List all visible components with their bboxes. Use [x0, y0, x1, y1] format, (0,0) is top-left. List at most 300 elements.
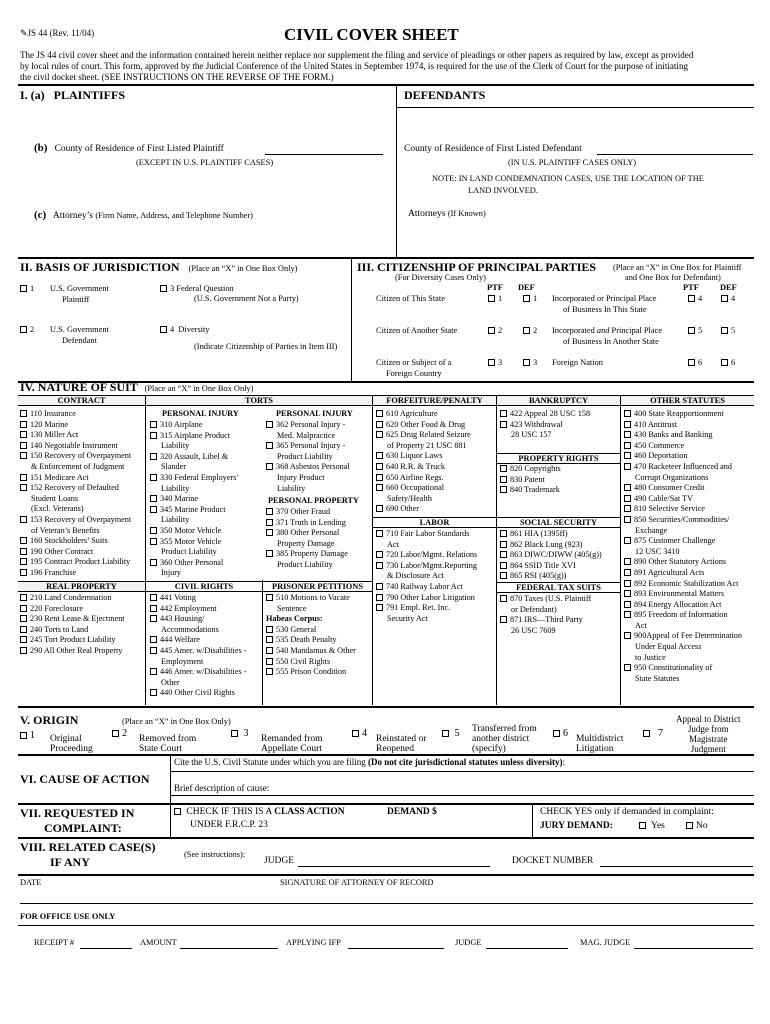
checkbox[interactable]	[266, 647, 273, 654]
checkbox[interactable]	[20, 615, 27, 622]
docket-number-field[interactable]	[600, 866, 753, 867]
checkbox[interactable]	[624, 431, 631, 438]
checkbox[interactable]	[150, 432, 157, 439]
suit-item[interactable]: 445 Amer. w/Disabilities -	[150, 646, 246, 657]
suit-item[interactable]: 870 Taxes (U.S. Plaintiff	[500, 594, 591, 605]
suit-item[interactable]: 368 Asbestos Personal	[266, 462, 350, 473]
checkbox[interactable]	[376, 431, 383, 438]
checkbox[interactable]	[624, 569, 631, 576]
checkbox[interactable]	[20, 410, 27, 417]
suit-item[interactable]: 640 R.R. & Truck	[376, 462, 471, 473]
suit-item[interactable]: 400 State Reapportionment	[624, 409, 742, 420]
suit-item: Employment	[161, 656, 204, 666]
suit-item[interactable]: 660 Occupational	[376, 483, 471, 494]
checkbox[interactable]	[624, 516, 631, 523]
checkbox[interactable]	[376, 484, 383, 491]
checkbox[interactable]	[500, 421, 507, 428]
checkbox[interactable]	[20, 452, 27, 459]
suit-item[interactable]: 140 Negotiable Instrument	[20, 441, 131, 452]
checkbox[interactable]	[376, 463, 383, 470]
labor-list	[376, 529, 477, 624]
def-2[interactable]: 2	[523, 326, 537, 336]
suit-item[interactable]: 245 Tort Product Liability	[20, 635, 125, 646]
checkbox[interactable]	[20, 636, 27, 643]
suit-item: Liability	[161, 483, 190, 493]
suit-item: Product Liability	[277, 559, 333, 569]
plaintiff-county-label: (b) County of Residence of First Listed Plaintiff	[34, 142, 224, 154]
checkbox[interactable]	[624, 611, 631, 618]
ptf-6[interactable]: 6	[688, 358, 702, 368]
signature-field[interactable]	[20, 903, 753, 904]
header-other: OTHER STATUTES	[621, 395, 754, 406]
checkbox[interactable]	[266, 668, 273, 675]
citizenship-hint-2: (For Diversity Cases Only)	[395, 273, 486, 282]
checkbox[interactable]	[376, 421, 383, 428]
checkbox[interactable]	[150, 495, 157, 502]
defendant-county-label: County of Residence of First Listed Defendant	[404, 144, 582, 154]
suit-item[interactable]: 480 Consumer Credit	[624, 483, 742, 494]
suit-item[interactable]: 790 Other Labor Litigation	[376, 593, 477, 604]
suit-item[interactable]: 865 RSI (405(g))	[500, 571, 602, 582]
checkbox[interactable]	[150, 474, 157, 481]
jury-demand-label: JURY DEMAND:	[540, 821, 613, 831]
amount-field[interactable]	[180, 948, 278, 949]
suit-item: to Justice	[635, 652, 666, 662]
suit-item[interactable]: 290 All Other Real Property	[20, 646, 125, 657]
origin-option-5[interactable]: 5	[442, 728, 460, 740]
origin-1-label: Original	[50, 734, 82, 744]
suit-item[interactable]: 690 Other	[376, 504, 471, 515]
defendant-county-note: (IN U.S. PLAINTIFF CASES ONLY)	[508, 158, 637, 167]
checkbox[interactable]	[20, 484, 27, 491]
suit-item[interactable]: 820 Copyrights	[500, 464, 561, 475]
suit-item[interactable]: 950 Constitutionality of	[624, 663, 742, 674]
related-heading-1: VIII. RELATED CASE(S)	[20, 840, 156, 854]
suit-item[interactable]: 340 Marine	[150, 494, 239, 505]
jurisdiction-3-sub: (U.S. Government Not a Party)	[194, 294, 299, 303]
suit-item: State Statutes	[635, 673, 680, 683]
checkbox[interactable]	[266, 529, 273, 536]
suit-item[interactable]: 895 Freedom of Information	[624, 610, 742, 621]
checkbox[interactable]	[376, 410, 383, 417]
checkbox[interactable]	[500, 465, 507, 472]
suit-item[interactable]: 240 Torts to Land	[20, 625, 125, 636]
origin-option-4[interactable]: 4	[352, 728, 367, 740]
suit-item[interactable]: 810 Selective Service	[624, 504, 742, 515]
suit-item[interactable]: 861 HIA (1395ff)	[500, 529, 602, 540]
ptf-5[interactable]: 5	[688, 326, 702, 336]
jurisdiction-option-2[interactable]: 2	[20, 325, 34, 335]
suit-item[interactable]: 345 Marine Product	[150, 505, 239, 516]
defendants-heading: DEFENDANTS	[404, 88, 486, 102]
jury-no-checkbox[interactable]: No	[686, 821, 708, 832]
date-label: DATE	[20, 878, 42, 887]
checkbox[interactable]	[150, 453, 157, 460]
suit-item[interactable]: 443 Housing/	[150, 614, 246, 625]
pi-list	[150, 420, 239, 579]
suit-item[interactable]: 355 Motor Vehicle	[150, 537, 239, 548]
suit-item[interactable]: 555 Prison Condition	[266, 667, 356, 678]
origin-5-specify: (specify)	[472, 744, 506, 754]
ptf-4[interactable]: 4	[688, 294, 702, 304]
suit-item[interactable]: 875 Customer Challenge	[624, 536, 742, 547]
suit-item[interactable]: 610 Agriculture	[376, 409, 471, 420]
checkbox[interactable]	[20, 442, 27, 449]
suit-item[interactable]: 830 Patent	[500, 475, 561, 486]
plaintiff-county-field[interactable]	[265, 154, 383, 155]
checkbox[interactable]	[150, 527, 157, 534]
suit-item: Slander	[161, 462, 187, 472]
suit-item[interactable]: 863 DIWC/DIWW (405(g))	[500, 550, 602, 561]
suit-item[interactable]: 230 Rent Lease & Ejectment	[20, 614, 125, 625]
suit-item[interactable]: 470 Racketeer Influenced and	[624, 462, 742, 473]
suit-item[interactable]: 720 Labor/Mgmt. Relations	[376, 550, 477, 561]
bankruptcy-list	[500, 409, 590, 441]
checkbox[interactable]	[624, 505, 631, 512]
suit-item[interactable]: 370 Other Fraud	[266, 507, 348, 518]
origin-option-7[interactable]: 7	[643, 728, 663, 740]
suit-item[interactable]: 871 IRS—Third Party	[500, 615, 591, 626]
suit-item[interactable]: 130 Miller Act	[20, 430, 131, 441]
brief-description-field[interactable]	[170, 795, 754, 796]
checkbox[interactable]	[500, 486, 507, 493]
header-federal-tax: FEDERAL TAX SUITS	[497, 582, 620, 593]
checkbox[interactable]	[150, 506, 157, 513]
suit-item[interactable]: 891 Agricultural Acts	[624, 568, 742, 579]
checkbox[interactable]	[376, 474, 383, 481]
checkbox[interactable]	[624, 421, 631, 428]
instructions-label: (See instructions):	[184, 850, 246, 859]
checkbox[interactable]	[624, 632, 631, 639]
jurisdiction-1-sub: Plaintiff	[62, 294, 90, 304]
ptf-3[interactable]: 3	[488, 358, 502, 368]
suit-item[interactable]: 730 Labor/Mgmt.Reporting	[376, 561, 477, 572]
checkbox[interactable]	[20, 537, 27, 544]
checkbox[interactable]	[624, 442, 631, 449]
checkbox[interactable]	[500, 572, 507, 579]
checkbox[interactable]	[624, 664, 631, 671]
checkbox[interactable]	[150, 559, 157, 566]
suit-item[interactable]: 894 Energy Allocation Act	[624, 600, 742, 611]
checkbox[interactable]	[20, 421, 27, 428]
suit-item[interactable]: 423 Withdrawal	[500, 420, 590, 431]
suit-item[interactable]: 862 Black Lung (923)	[500, 540, 602, 551]
statute-label: Cite the U.S. Civil Statute under which you are filing (Do not cite jurisdictional statutes unless diversity):	[174, 757, 565, 767]
checkbox[interactable]	[376, 594, 383, 601]
suit-item: Product Liability	[277, 451, 333, 461]
checkbox[interactable]	[150, 615, 157, 622]
related-judge-field[interactable]	[298, 866, 490, 867]
suit-item: 26 USC 7609	[511, 625, 556, 635]
checkbox[interactable]	[500, 595, 507, 602]
checkbox[interactable]	[624, 590, 631, 597]
header-personal-injury-2: PERSONAL INJURY	[276, 409, 353, 418]
origin-2-label: Removed from	[139, 734, 197, 744]
suit-item[interactable]: 864 SSID Title XVI	[500, 561, 602, 572]
appeal-label-4: Judgment	[690, 744, 726, 754]
origin-5-label: Transferred from	[472, 724, 537, 734]
checkbox[interactable]	[150, 594, 157, 601]
suit-item[interactable]: 510 Motions to Vacate	[266, 593, 356, 604]
suit-item[interactable]: 430 Banks and Banking	[624, 430, 742, 441]
suit-item[interactable]: 371 Truth in Lending	[266, 518, 348, 529]
suit-item[interactable]: 620 Other Food & Drug	[376, 420, 471, 431]
checkbox[interactable]	[266, 508, 273, 515]
receipt-field[interactable]	[80, 948, 132, 949]
checkbox[interactable]	[624, 495, 631, 502]
checkbox[interactable]	[150, 605, 157, 612]
defendant-county-field[interactable]	[597, 154, 753, 155]
checkbox[interactable]	[20, 548, 27, 555]
suit-item[interactable]: 153 Recovery of Overpayment	[20, 515, 131, 526]
checkbox[interactable]	[500, 551, 507, 558]
social-security-list	[500, 529, 602, 582]
suit-item: Injury Product	[277, 472, 325, 482]
suit-item[interactable]: 444 Welfare	[150, 635, 246, 646]
office-judge-field[interactable]	[486, 948, 568, 949]
suit-item[interactable]: 791 Empl. Ret. Inc.	[376, 603, 477, 614]
origin-3-label: Remanded from	[261, 734, 323, 744]
suit-item[interactable]: 892 Economic Stabilization Act	[624, 579, 742, 590]
suit-item: of Property 21 USC 881	[387, 440, 467, 450]
suit-item[interactable]: 380 Other Personal	[266, 528, 348, 539]
checkbox[interactable]	[20, 431, 27, 438]
suit-item[interactable]: 446 Amer. w/Disabilities -	[150, 667, 246, 678]
origin-4-label: Reinstated or	[376, 734, 427, 744]
checkbox[interactable]	[376, 583, 383, 590]
checkbox[interactable]	[624, 537, 631, 544]
checkbox[interactable]	[376, 551, 383, 558]
suit-item[interactable]: 710 Fair Labor Standards	[376, 529, 477, 540]
suit-item[interactable]: 195 Contract Product Liability	[20, 557, 131, 568]
jurisdiction-option-3[interactable]: 3 Federal Question	[160, 284, 234, 294]
checkbox[interactable]	[20, 605, 27, 612]
land-note-1: NOTE: IN LAND CONDEMNATION CASES, USE THE LOCATION OF THE	[432, 174, 704, 183]
checkbox[interactable]	[624, 463, 631, 470]
suit-item[interactable]: 360 Other Personal	[150, 558, 239, 569]
suit-item[interactable]: 840 Trademark	[500, 485, 561, 496]
form-id: ✎JS 44 (Rev. 11/04)	[20, 28, 95, 38]
suit-item: Property Damage	[277, 538, 335, 548]
checkbox[interactable]	[266, 626, 273, 633]
office-judge-label: JUDGE	[455, 938, 482, 947]
suit-item[interactable]: 893 Environmental Matters	[624, 589, 742, 600]
suit-item[interactable]: 410 Antitrust	[624, 420, 742, 431]
suit-item[interactable]: 490 Cable/Sat TV	[624, 494, 742, 505]
suit-item[interactable]: 330 Federal Employers’	[150, 473, 239, 484]
def-label: DEF	[518, 283, 535, 292]
suit-item[interactable]: 740 Railway Labor Act	[376, 582, 477, 593]
checkbox[interactable]	[624, 580, 631, 587]
suit-item[interactable]: 385 Property Damage	[266, 549, 348, 560]
def-1[interactable]: 1	[523, 294, 537, 304]
suit-item[interactable]: 196 Franchise	[20, 568, 131, 579]
header-property-rights: PROPERTY RIGHTS	[497, 453, 620, 464]
appeal-label-1: Appeal to District	[676, 714, 741, 724]
header-forfeiture: FORFEITURE/PENALTY	[373, 395, 496, 406]
def-3[interactable]: 3	[523, 358, 537, 368]
checkbox[interactable]	[500, 476, 507, 483]
suit-item[interactable]: 900Appeal of Fee Determination	[624, 631, 742, 642]
checkbox[interactable]	[376, 562, 383, 569]
suit-item: Liability	[161, 441, 190, 451]
checkbox[interactable]	[500, 410, 507, 417]
suit-item: Product Liability	[161, 547, 217, 557]
checkbox[interactable]	[150, 647, 157, 654]
incorporated-2: Incorporated and Principal Place	[552, 326, 663, 335]
signature-label: SIGNATURE OF ATTORNEY OF RECORD	[280, 878, 434, 887]
docket-number-label: DOCKET NUMBER	[512, 856, 594, 866]
checkbox[interactable]	[624, 410, 631, 417]
origin-option-3[interactable]: 3	[231, 728, 249, 740]
checkbox[interactable]	[20, 558, 27, 565]
plaintiff-county-note: (EXCEPT IN U.S. PLAINTIFF CASES)	[136, 158, 274, 167]
checkbox[interactable]	[624, 484, 631, 491]
suit-item: (Excl. Veterans)	[31, 504, 84, 514]
checkbox[interactable]	[624, 452, 631, 459]
suit-item: Corrupt Organizations	[635, 472, 709, 482]
check-yes-label: CHECK YES only if demanded in complaint:	[540, 807, 714, 817]
suit-item[interactable]: 150 Recovery of Overpayment	[20, 451, 131, 462]
checkbox[interactable]	[20, 474, 27, 481]
checkbox[interactable]	[266, 550, 273, 557]
checkbox[interactable]	[266, 442, 273, 449]
suit-item[interactable]: 442 Employment	[150, 604, 246, 615]
jury-yes-checkbox[interactable]: Yes	[639, 821, 665, 832]
checkbox[interactable]	[624, 601, 631, 608]
demand-label: DEMAND $	[387, 807, 437, 817]
suit-item[interactable]: 630 Liquor Laws	[376, 451, 471, 462]
suit-item[interactable]: 460 Deportation	[624, 451, 742, 462]
suit-item[interactable]: 530 General	[266, 625, 356, 636]
suit-item[interactable]: 350 Motor Vehicle	[150, 526, 239, 537]
jurisdiction-option-1[interactable]: 1	[20, 284, 34, 294]
suit-item[interactable]: 625 Drug Related Seizure	[376, 430, 471, 441]
suit-item[interactable]: 315 Airplane Product	[150, 431, 239, 442]
origin-hint: (Place an “X” in One Box Only)	[122, 717, 231, 726]
suit-item: & Enforcement of Judgment	[31, 461, 125, 471]
suit-item: 12 USC 3410	[635, 546, 680, 556]
def-6[interactable]: 6	[721, 358, 735, 368]
suit-item[interactable]: 650 Airline Regs.	[376, 473, 471, 484]
brief-description-label: Brief description of cause:	[174, 783, 270, 793]
suit-item[interactable]: 220 Foreclosure	[20, 604, 125, 615]
citizenship-heading: III. CITIZENSHIP OF PRINCIPAL PARTIES	[357, 260, 597, 274]
checkbox[interactable]	[266, 658, 273, 665]
class-action-checkbox[interactable]: CHECK IF THIS IS A CLASS ACTION	[174, 807, 345, 818]
suit-item[interactable]: 110 Insurance	[20, 409, 131, 420]
suit-item: Accommodations	[161, 624, 219, 634]
checkbox[interactable]	[150, 538, 157, 545]
origin-2-sub: State Court	[139, 744, 183, 754]
checkbox[interactable]	[266, 636, 273, 643]
suit-item[interactable]: 365 Personal Injury -	[266, 441, 350, 452]
checkbox[interactable]	[266, 463, 273, 470]
checkbox[interactable]	[624, 558, 631, 565]
suit-item[interactable]: 152 Recovery of Defaulted	[20, 483, 131, 494]
header-personal-injury: PERSONAL INJURY	[162, 409, 239, 418]
checkbox[interactable]	[266, 519, 273, 526]
suit-item[interactable]: 535 Death Penalty	[266, 635, 356, 646]
jurisdiction-option-4[interactable]: 4 Diversity	[160, 325, 210, 335]
suit-item[interactable]: 210 Land Condemnation	[20, 593, 125, 604]
ptf-1[interactable]: 1	[488, 294, 502, 304]
suit-item: 28 USC 157	[511, 430, 552, 440]
checkbox[interactable]	[500, 562, 507, 569]
checkbox[interactable]	[150, 421, 157, 428]
checkbox[interactable]	[150, 689, 157, 696]
checkbox[interactable]	[20, 516, 27, 523]
suit-item: Liability	[161, 515, 190, 525]
cause-heading: VI. CAUSE OF ACTION	[20, 772, 150, 786]
origin-option-1[interactable]: 1	[20, 730, 35, 742]
suit-item[interactable]: 310 Airplane	[150, 420, 239, 431]
suit-item[interactable]: 440 Other Civil Rights	[150, 688, 246, 699]
checkbox[interactable]	[376, 505, 383, 512]
suit-item[interactable]: 850 Securities/Commodities/	[624, 515, 742, 526]
suit-item[interactable]: 320 Assault, Libel &	[150, 452, 239, 463]
checkbox[interactable]	[20, 647, 27, 654]
incorporated-2-sub: of Business In Another State	[563, 336, 659, 346]
suit-item[interactable]: 362 Personal Injury -	[266, 420, 350, 431]
checkbox[interactable]	[500, 530, 507, 537]
checkbox[interactable]	[150, 668, 157, 675]
checkbox[interactable]	[20, 594, 27, 601]
checkbox[interactable]	[376, 452, 383, 459]
checkbox[interactable]	[376, 530, 383, 537]
suit-item[interactable]: 422 Appeal 28 USC 158	[500, 409, 590, 420]
suit-item[interactable]: 441 Voting	[150, 593, 246, 604]
land-note-2: LAND INVOLVED.	[468, 186, 538, 195]
def-4[interactable]: 4	[721, 294, 735, 304]
suit-item[interactable]: 540 Mandamus & Other	[266, 646, 356, 657]
mag-judge-field[interactable]	[634, 948, 753, 949]
checkbox[interactable]	[150, 636, 157, 643]
ptf-label: PTF	[487, 283, 503, 292]
def-5[interactable]: 5	[721, 326, 735, 336]
origin-5-sub: another district	[472, 734, 530, 744]
checkbox[interactable]	[376, 604, 383, 611]
requested-heading-1: VII. REQUESTED IN	[20, 806, 135, 820]
suit-item[interactable]: 550 Civil Rights	[266, 657, 356, 668]
checkbox[interactable]	[500, 616, 507, 623]
suit-item[interactable]: 151 Medicare Act	[20, 473, 131, 484]
checkbox[interactable]	[500, 541, 507, 548]
suit-item[interactable]: 450 Commerce	[624, 441, 742, 452]
origin-option-2[interactable]: 2	[112, 728, 127, 740]
amount-label: AMOUNT	[140, 938, 177, 947]
checkbox[interactable]	[266, 421, 273, 428]
header-social-security: SOCIAL SECURITY	[497, 517, 620, 528]
requested-heading-2: COMPLAINT:	[44, 821, 122, 835]
suit-item[interactable]: 190 Other Contract	[20, 547, 131, 558]
header-labor: LABOR	[373, 517, 496, 528]
civil-rights-list	[150, 593, 246, 699]
checkbox[interactable]	[266, 594, 273, 601]
suit-item[interactable]: 120 Marine	[20, 420, 131, 431]
origin-option-6[interactable]: 6	[553, 728, 568, 740]
ptf-2[interactable]: 2	[488, 326, 502, 336]
applying-ifp-field[interactable]	[348, 948, 444, 949]
checkbox[interactable]	[20, 569, 27, 576]
checkbox[interactable]	[20, 626, 27, 633]
suit-item[interactable]: 890 Other Statutory Actions	[624, 557, 742, 568]
header-personal-property: PERSONAL PROPERTY	[268, 496, 359, 505]
forfeiture-list	[376, 409, 471, 515]
suit-item: Security Act	[387, 613, 428, 623]
suit-item: Act	[387, 539, 399, 549]
suit-item[interactable]: 160 Stockholders’ Suits	[20, 536, 131, 547]
